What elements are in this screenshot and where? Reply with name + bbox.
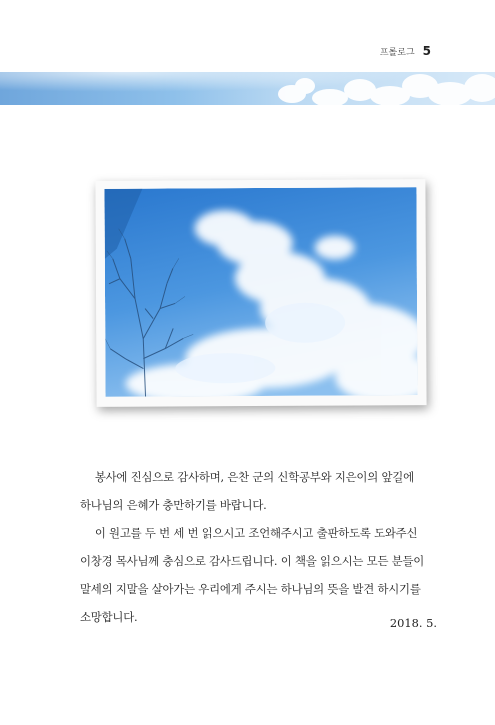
sky-photo-graphic	[104, 187, 417, 397]
paragraph-line: 소망합니다.	[80, 610, 138, 624]
paragraph-line: 이 원고를 두 번 세 번 읽으시고 조언해주시고 출판하도록 도와주신	[94, 526, 418, 540]
paragraph-line: 하나님의 은혜가 충만하기를 바랍니다.	[80, 498, 267, 512]
paragraph-line: 이창경 목사님께 충심으로 감사드립니다. 이 책을 읽으시는 모든 분들이	[80, 554, 425, 568]
body-text	[80, 463, 438, 631]
photo-frame	[95, 179, 426, 407]
sky-photo	[104, 187, 417, 397]
date-signature: 2018. 5.	[389, 616, 437, 630]
page-header	[380, 44, 431, 58]
section-title: 프롤로그	[379, 48, 415, 58]
paragraph-line: 말세의 지말을 살아가는 우리에게 주시는 하나님의 뜻을 발견 하시기를	[80, 582, 421, 596]
paragraph-line: 봉사에 진심으로 감사하며, 은찬 군의 신학공부와 지은이의 앞길에	[94, 470, 414, 484]
banner-clouds-graphic	[0, 72, 495, 105]
page-number: 5	[422, 44, 431, 58]
sky-banner	[0, 72, 495, 105]
